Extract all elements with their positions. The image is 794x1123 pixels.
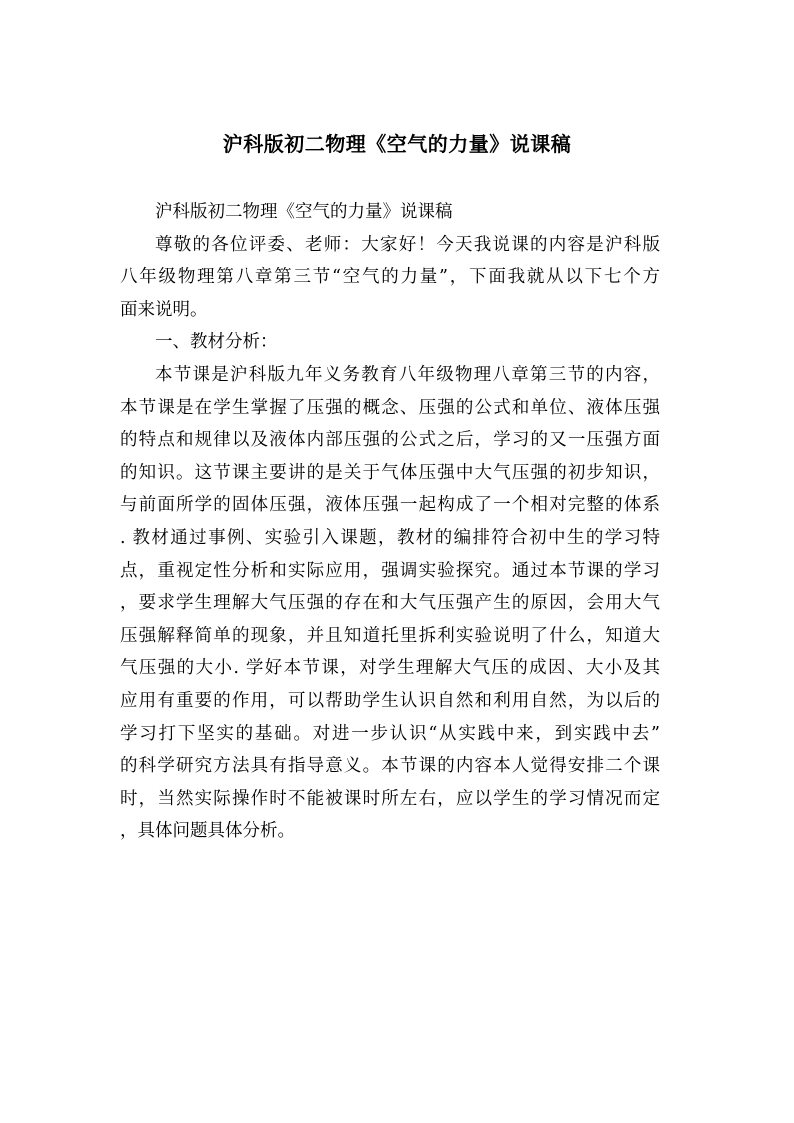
text-line: 的知识。这节课主要讲的是关于气体压强中大气压强的初步知识， bbox=[120, 462, 660, 483]
text-line: ，具体问题具体分析。 bbox=[120, 821, 295, 842]
text-line: 与前面所学的固体压强，液体压强一起构成了一个相对完整的体系 bbox=[120, 495, 660, 516]
text-line: 的科学研究方法具有指导意义。本节课的内容本人觉得安排二个课 bbox=[120, 756, 660, 777]
document-body bbox=[120, 196, 660, 848]
text-line: 点，重视定性分析和实际应用，强调实验探究。通过本节课的学习 bbox=[120, 560, 660, 581]
text-line: 压强解释简单的现象，并且知道托里拆利实验说明了什么，知道大 bbox=[120, 625, 660, 646]
text-line: 的特点和规律以及液体内部压强的公式之后，学习的又一压强方面 bbox=[120, 430, 660, 451]
paragraph bbox=[120, 359, 660, 848]
text-line: 本节课是沪科版九年义务教育八年级物理八章第三节的内容， bbox=[155, 364, 660, 385]
text-line: 尊敬的各位评委、老师：大家好！今天我说课的内容是沪科版 bbox=[155, 234, 660, 255]
text-line: . 教材通过事例、实验引入课题，教材的编排符合初中生的学习特 bbox=[120, 527, 660, 548]
paragraph bbox=[120, 196, 660, 229]
text-line: 应用有重要的作用，可以帮助学生认识自然和利用自然，为以后的 bbox=[120, 690, 660, 711]
paragraph bbox=[120, 229, 660, 327]
paragraph bbox=[120, 326, 660, 359]
text-line: 八年级物理第八章第三节“空气的力量”，下面我就从以下七个方 bbox=[120, 267, 660, 288]
text-line: 时，当然实际操作时不能被课时所左右，应以学生的学习情况而定 bbox=[120, 788, 660, 809]
document-title: 沪科版初二物理《空气的力量》说课稿 bbox=[222, 132, 572, 156]
text-line: 沪科版初二物理《空气的力量》说课稿 bbox=[155, 202, 453, 222]
text-line: 气压强的大小. 学好本节课，对学生理解大气压的成因、大小及其 bbox=[120, 658, 660, 679]
text-line: 学习打下坚实的基础。对进一步认识“从实践中来，到实践中去” bbox=[120, 723, 660, 744]
text-line: 本节课是在学生掌握了压强的概念、压强的公式和单位、液体压强 bbox=[120, 397, 660, 418]
text-line: 一、教材分析： bbox=[155, 332, 278, 353]
text-line: 面来说明。 bbox=[120, 299, 208, 320]
text-line: ，要求学生理解大气压强的存在和大气压强产生的原因，会用大气 bbox=[120, 593, 660, 614]
